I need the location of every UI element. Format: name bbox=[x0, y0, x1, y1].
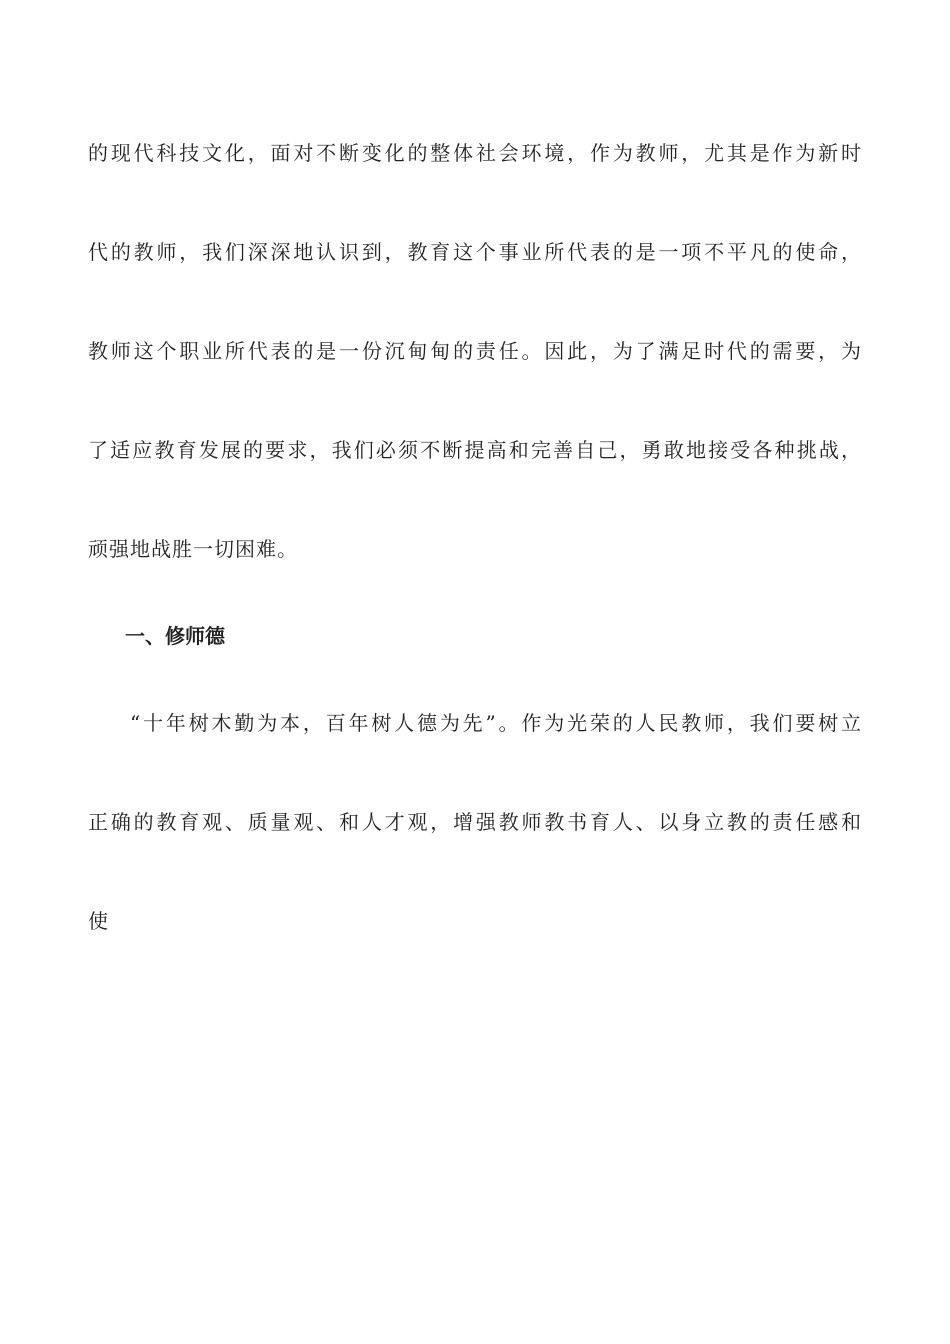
paragraph-line: 教师这个职业所代表的是一份沉甸甸的责任。因此，为了满足时代的需要，为 bbox=[88, 339, 862, 363]
paragraph-line: 顽强地战胜一切困难。 bbox=[88, 537, 298, 561]
paragraph-line: 的现代科技文化，面对不断变化的整体社会环境，作为教师，尤其是作为新时 bbox=[88, 141, 862, 165]
section-heading: 一、修师德 bbox=[125, 624, 225, 648]
paragraph-line: 代的教师，我们深深地认识到，教育这个事业所代表的是一项不平凡的使命， bbox=[88, 240, 862, 264]
paragraph-line: 使 bbox=[88, 909, 109, 933]
paragraph-line: 了适应教育发展的要求，我们必须不断提高和完善自己，勇敢地接受各种挑战， bbox=[88, 438, 862, 462]
paragraph-line: “十年树木勤为本，百年树人德为先”。作为光荣的人民教师，我们要树立 bbox=[130, 711, 862, 735]
paragraph-line: 正确的教育观、质量观、和人才观，增强教师教书育人、以身立教的责任感和 bbox=[88, 810, 862, 834]
